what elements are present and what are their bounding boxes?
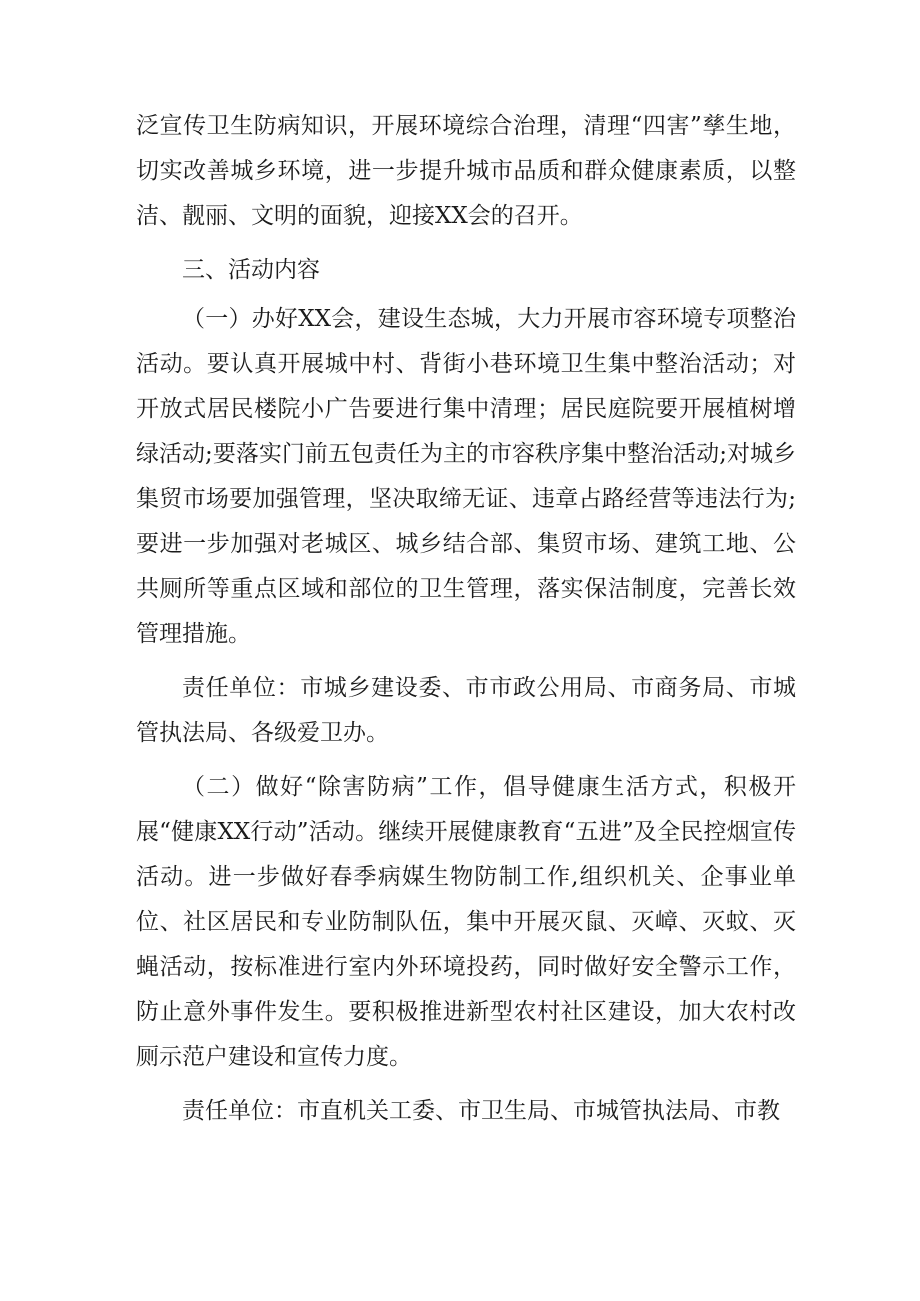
- paragraph-item-two: （二）做好“除害防病”工作，倡导健康生活方式，积极开展“健康XX行动”活动。继续开展健康教育“五进”及全民控烟宣传活动。进一步做好春季病媒生物防制工作,组织机关、企事业单位、社区居民和专业防制队伍，集中开展灭鼠、灭嶂、灭蚊、灭蝇活动，按标准进行室内外环境投药，同时做好安全警示工作，防止意外事件发生。要积极推进新型农村社区建设，加大农村改厕示范户建设和宣传力度。: [136, 774, 796, 1070]
- section-heading-activity-content: 三、活动内容: [182, 257, 320, 283]
- paragraph-responsible-units-one: 责任单位：市城乡建设委、市市政公用局、市商务局、市城管执法局、各级爱卫办。: [136, 675, 796, 746]
- paragraph-item-one: （一）办好XX会，建设生态城，大力开展市容环境专项整治活动。要认真开展城中村、背街小巷环境卫生集中整治活动；对开放式居民楼院小广告要进行集中清理；居民庭院要开展植树增绿活动;要落实门前五包责任为主的市容秩序集中整治活动;对城乡集贸市场要加强管理，坚决取缔无证、违章占路经营等违法行为;要进一步加强对老城区、城乡结合部、集贸市场、建筑工地、公共厕所等重点区域和部位的卫生管理，落实保洁制度，完善长效管理措施。: [136, 306, 796, 647]
- document-body: [136, 104, 796, 1134]
- paragraph-responsible-units-two: 责任单位：市直机关工委、市卫生局、市城管执法局、市教: [182, 1098, 780, 1124]
- paragraph-continued-intro: 泛宣传卫生防病知识，开展环境综合治理，清理“四害”孳生地，切实改善城乡环境，进一步提升城市品质和群众健康素质，以整洁、靓丽、文明的面貌，迎接XX会的召开。: [136, 113, 796, 229]
